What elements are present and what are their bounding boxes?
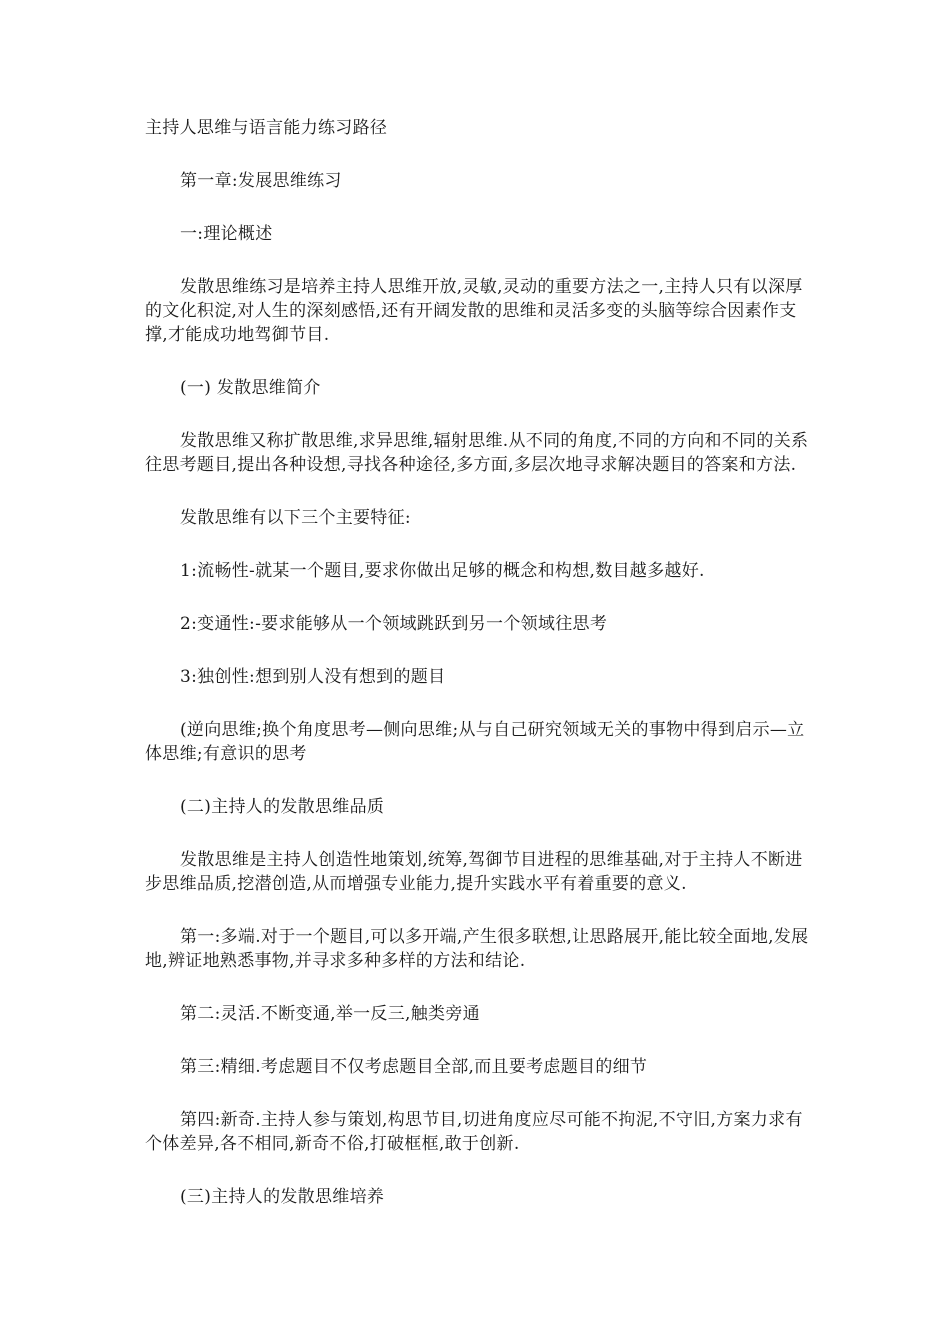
list-item: 3:独创性:想到别人没有想到的题目 — [180, 667, 446, 687]
section-heading: 一:理论概述 — [180, 224, 273, 244]
document-body — [145, 116, 810, 1209]
list-item: 1:流畅性-就某一个题目,要求你做出足够的概念和构想,数目越多越好. — [180, 561, 705, 581]
paragraph: (逆向思维;换个角度思考—侧向思维;从与自己研究领域无关的事物中得到启示—立体思维;有意识的思考 — [145, 720, 805, 764]
subsection-heading: (一) 发散思维简介 — [180, 378, 321, 398]
paragraph: 第三:精细.考虑题目不仅考虑题目全部,而且要考虑题目的细节 — [180, 1057, 648, 1077]
paragraph: 发散思维练习是培养主持人思维开放,灵敏,灵动的重要方法之一,主持人只有以深厚的文化积淀,对人生的深刻感悟,还有开阔发散的思维和灵活多变的头脑等综合因素作支撑,才能成功地驾御节目. — [145, 277, 803, 345]
paragraph: 第四:新奇.主持人参与策划,构思节目,切进角度应尽可能不拘泥,不守旧,方案力求有个体差异,各不相同,新奇不俗,打破框框,敢于创新. — [145, 1110, 803, 1154]
paragraph: 第一:多端.对于一个题目,可以多开端,产生很多联想,让思路展开,能比较全面地,发展地,辨证地熟悉事物,并寻求多种多样的方法和结论. — [145, 927, 809, 971]
subsection-heading: (三)主持人的发散思维培养 — [180, 1187, 385, 1207]
paragraph: 发散思维有以下三个主要特征: — [180, 508, 411, 528]
subsection-heading: (二)主持人的发散思维品质 — [180, 797, 385, 817]
paragraph: 第二:灵活.不断变通,举一反三,触类旁通 — [180, 1004, 480, 1024]
list-item: 2:变通性:-要求能够从一个领域跳跃到另一个领域往思考 — [180, 614, 608, 634]
paragraph: 发散思维是主持人创造性地策划,统筹,驾御节目进程的思维基础,对于主持人不断进步思维品质,挖潜创造,从而增强专业能力,提升实践水平有着重要的意义. — [145, 850, 803, 894]
document-title: 主持人思维与语言能力练习路径 — [145, 118, 388, 138]
paragraph: 发散思维又称扩散思维,求异思维,辐射思维.从不同的角度,不同的方向和不同的关系往思考题目,提出各种设想,寻找各种途径,多方面,多层次地寻求解决题目的答案和方法. — [145, 431, 809, 475]
chapter-heading: 第一章:发展思维练习 — [180, 171, 342, 191]
